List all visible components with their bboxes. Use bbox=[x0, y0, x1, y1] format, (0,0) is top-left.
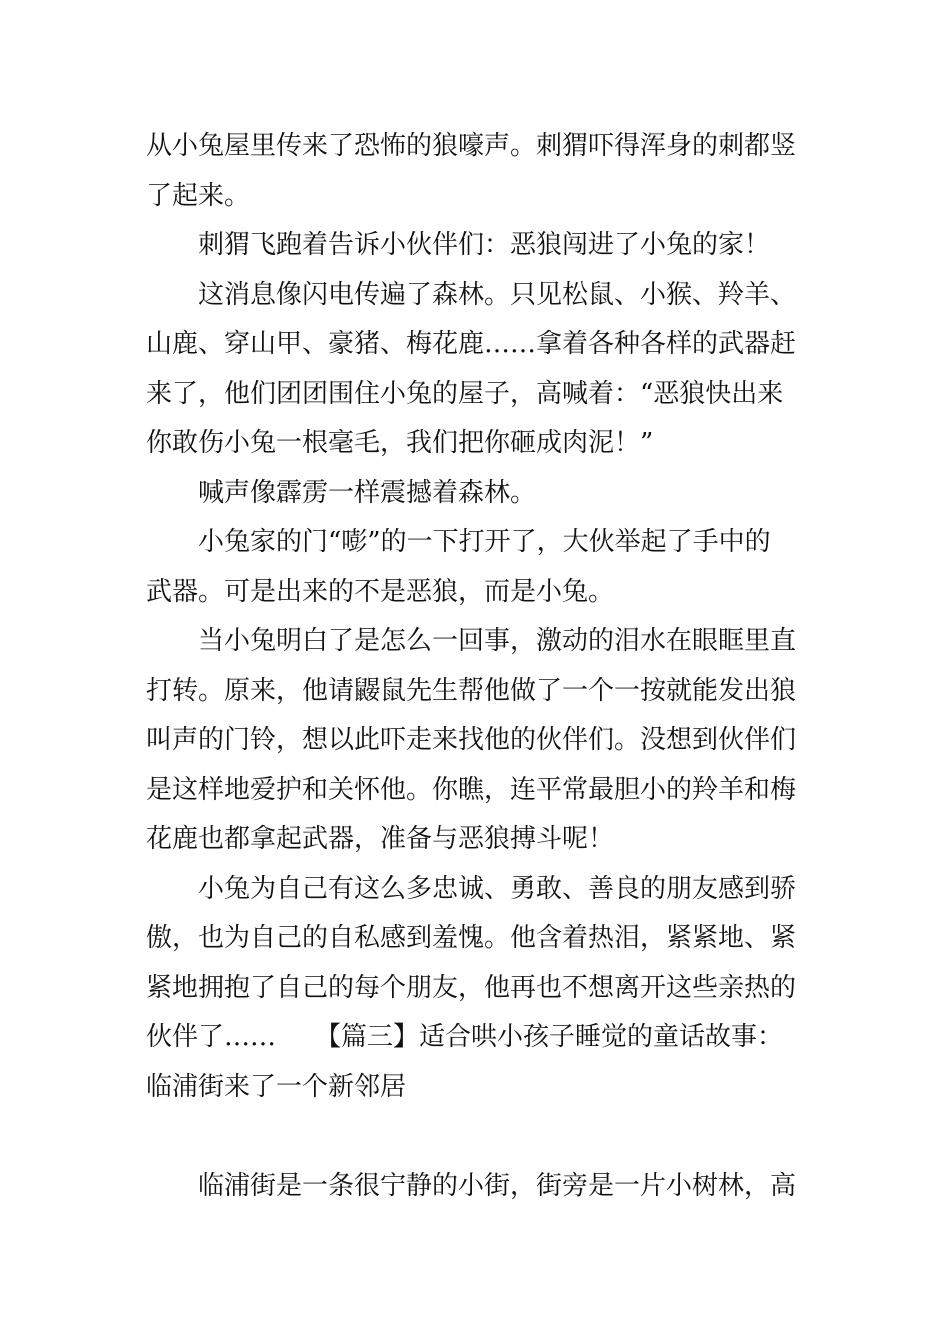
text-line: 这消息像闪电传遍了森林。只见松鼠、小猴、羚羊、 bbox=[198, 279, 797, 310]
paragraph bbox=[146, 271, 808, 469]
text-line: 小兔家的门“嘭”的一下打开了，大伙举起了手中的 bbox=[198, 527, 771, 557]
blank-line bbox=[146, 1112, 808, 1162]
text-line: 伙伴了…… 【篇三】适合哄小孩子睡觉的童话故事： bbox=[146, 1022, 784, 1052]
paragraph bbox=[146, 617, 808, 865]
paragraph bbox=[146, 221, 808, 271]
text-line: 临浦街是一条很宁静的小街，街旁是一片小树林，高 bbox=[198, 1170, 797, 1201]
text-line: 你敢伤小兔一根毫毛，我们把你砸成肉泥！” bbox=[146, 428, 654, 458]
text-line: 当小兔明白了是怎么一回事，激动的泪水在眼眶里直 bbox=[198, 626, 797, 656]
text-line: 来了，他们团团围住小兔的屋子，高喊着：“恶狼快出来 bbox=[146, 378, 784, 409]
text-line: 武器。可是出来的不是恶狼，而是小兔。 bbox=[146, 576, 615, 607]
body-text bbox=[146, 122, 808, 1211]
text-line: 喊声像霹雳一样震撼着森林。 bbox=[198, 477, 537, 508]
paragraph bbox=[146, 518, 808, 617]
paragraph bbox=[146, 865, 808, 1113]
paragraph bbox=[146, 469, 808, 519]
text-line: 了起来。 bbox=[146, 180, 251, 211]
text-line: 临浦街来了一个新邻居 bbox=[146, 1071, 407, 1102]
text-line: 花鹿也都拿起武器，准备与恶狼搏斗呢！ bbox=[146, 824, 615, 854]
paragraph bbox=[146, 1162, 808, 1212]
text-line: 从小兔屋里传来了恐怖的狼嚎声。刺猬吓得浑身的刺都竖 bbox=[146, 131, 797, 161]
text-line: 叫声的门铃，想以此吓走来找他的伙伴们。没想到伙伴们 bbox=[146, 725, 797, 755]
text-line: 小兔为自己有这么多忠诚、勇敢、善良的朋友感到骄 bbox=[198, 873, 797, 904]
paragraph bbox=[146, 122, 808, 221]
text-line: 山鹿、穿山甲、豪猪、梅花鹿……拿着各种各样的武器赶 bbox=[146, 329, 797, 359]
text-line: 是这样地爱护和关怀他。你瞧，连平常最胆小的羚羊和梅 bbox=[146, 774, 797, 805]
text-line: 傲，也为自己的自私感到羞愧。他含着热泪，紧紧地、紧 bbox=[146, 923, 797, 953]
text-line: 刺猬飞跑着告诉小伙伴们：恶狼闯进了小兔的家！ bbox=[198, 230, 771, 260]
text-line: 打转。原来，他请鼹鼠先生帮他做了一个一按就能发出狼 bbox=[146, 675, 797, 706]
text-line: 紧地拥抱了自己的每个朋友，他再也不想离开这些亲热的 bbox=[146, 972, 797, 1003]
